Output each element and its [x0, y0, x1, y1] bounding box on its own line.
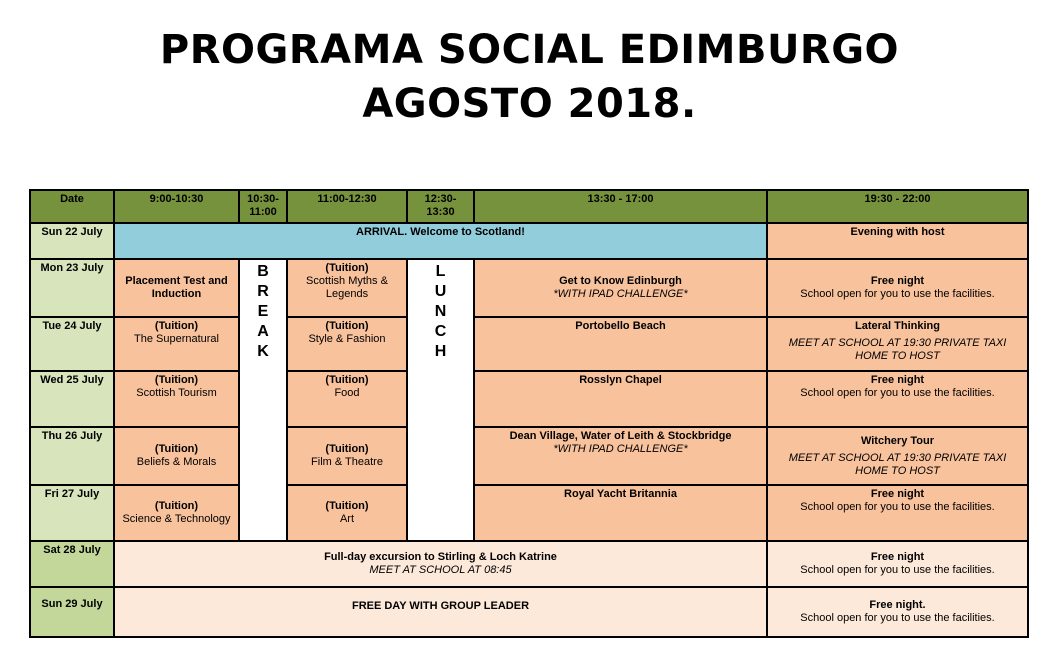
lunch-letter: H: [434, 343, 447, 360]
schedule-table: [29, 189, 1029, 638]
table-row: [30, 485, 1028, 541]
lunch-column: [407, 259, 474, 541]
tuition-tag: (Tuition): [325, 443, 369, 455]
evening-note: School open for you to use the facilities.: [800, 564, 995, 576]
lunch-letter: C: [434, 323, 447, 340]
tuition-topic: Scottish Myths & Legends: [306, 275, 388, 300]
full-day-cell: [114, 587, 767, 637]
evening-cell: [767, 223, 1028, 259]
header-slot-3: 11:00-12:30: [287, 190, 407, 223]
tuition-topic: Scottish Tourism: [136, 387, 217, 399]
evening-title: Evening with host: [850, 226, 945, 238]
header-date: Date: [30, 190, 114, 223]
table-row: [30, 317, 1028, 371]
lunch-letter: L: [435, 263, 446, 280]
afternoon-cell: [474, 317, 767, 371]
date-cell: Mon 23 July: [30, 259, 114, 317]
afternoon-title: Royal Yacht Britannia: [564, 488, 677, 500]
header-slot-5: 13:30 - 17:00: [474, 190, 767, 223]
evening-cell: [767, 259, 1028, 317]
afternoon-title: Dean Village, Water of Leith & Stockbridge: [509, 430, 732, 442]
evening-cell: [767, 371, 1028, 427]
break-column: [239, 259, 287, 541]
tuition-topic: Art: [339, 513, 355, 525]
morning-1-cell: [114, 485, 239, 541]
header-row: [30, 190, 1028, 223]
table-row: [30, 259, 1028, 317]
tuition-topic: Style & Fashion: [308, 333, 386, 345]
afternoon-cell: [474, 259, 767, 317]
evening-title: Free night: [870, 551, 925, 563]
page-title: PROGRAMA SOCIAL EDIMBURGO: [159, 27, 900, 73]
break-letter: A: [257, 323, 269, 340]
full-day-title: FREE DAY WITH GROUP LEADER: [351, 600, 530, 612]
tuition-tag: (Tuition): [325, 500, 369, 512]
morning-1-title: Placement Test and Induction: [125, 275, 228, 300]
morning-2-cell: [287, 259, 407, 317]
tuition-tag: (Tuition): [154, 500, 199, 512]
tuition-topic: Film & Theatre: [311, 456, 383, 468]
table-row: [30, 223, 1028, 259]
afternoon-cell: [474, 485, 767, 541]
morning-2-cell: [287, 317, 407, 371]
evening-note: School open for you to use the facilities.: [800, 612, 995, 624]
evening-note: MEET AT SCHOOL AT 19:30 PRIVATE TAXI HOME TO HOST: [788, 337, 1007, 362]
tuition-topic: The Supernatural: [134, 333, 219, 345]
date-cell: Sun 29 July: [30, 587, 114, 637]
full-day-note: MEET AT SCHOOL AT 08:45: [369, 564, 512, 576]
date-cell: Wed 25 July: [30, 371, 114, 427]
table-row: [30, 587, 1028, 637]
afternoon-title: Portobello Beach: [575, 320, 666, 332]
morning-2-cell: [287, 485, 407, 541]
evening-title: Free night: [870, 275, 925, 287]
evening-title: Free night.: [869, 599, 926, 611]
tuition-tag: (Tuition): [325, 262, 369, 274]
afternoon-title: Rosslyn Chapel: [579, 374, 662, 386]
afternoon-cell: [474, 371, 767, 427]
tuition-tag: (Tuition): [325, 320, 369, 332]
date-cell: Thu 26 July: [30, 427, 114, 485]
tuition-topic: Beliefs & Morals: [136, 456, 217, 468]
morning-1-cell: [114, 427, 239, 485]
tuition-tag: (Tuition): [154, 374, 199, 386]
evening-title: Free night: [870, 488, 925, 500]
tuition-tag: (Tuition): [325, 374, 369, 386]
evening-title: Free night: [870, 374, 925, 386]
evening-note: School open for you to use the facilities.: [800, 501, 995, 513]
evening-note: School open for you to use the facilities.: [800, 288, 995, 300]
date-cell: Fri 27 July: [30, 485, 114, 541]
evening-cell: [767, 541, 1028, 587]
evening-title: Witchery Tour: [860, 434, 935, 447]
tuition-tag: (Tuition): [154, 320, 199, 332]
break-letter: B: [257, 263, 269, 280]
afternoon-note: *WITH IPAD CHALLENGE*: [553, 443, 688, 455]
header-slot-6: 19:30 - 22:00: [767, 190, 1028, 223]
afternoon-title: Get to Know Edinburgh: [559, 275, 682, 287]
morning-2-cell: [287, 427, 407, 485]
date-cell: Tue 24 July: [30, 317, 114, 371]
morning-1-cell: [114, 371, 239, 427]
date-cell: Sat 28 July: [30, 541, 114, 587]
arrival-cell: ARRIVAL. Welcome to Scotland!: [114, 223, 767, 259]
evening-title: Lateral Thinking: [855, 320, 940, 332]
break-letter: K: [257, 343, 269, 360]
header-slot-2: 10:30-11:00: [239, 190, 287, 223]
header-slot-1: 9:00-10:30: [114, 190, 239, 223]
table-row: [30, 371, 1028, 427]
break-letter: E: [257, 303, 269, 320]
full-day-title: Full-day excursion to Stirling & Loch Katrine: [324, 551, 557, 563]
tuition-topic: Science & Technology: [122, 513, 231, 525]
full-day-cell: [114, 541, 767, 587]
tuition-topic: Food: [334, 387, 360, 399]
table-row: [30, 427, 1028, 485]
morning-1-cell: [114, 317, 239, 371]
break-letter: R: [257, 283, 269, 300]
header-slot-4: 12:30-13:30: [407, 190, 474, 223]
table-row: [30, 541, 1028, 587]
evening-note: MEET AT SCHOOL AT 19:30 PRIVATE TAXI HOME TO HOST: [788, 451, 1007, 477]
evening-cell: [767, 317, 1028, 371]
lunch-letter: N: [434, 303, 447, 320]
tuition-tag: (Tuition): [154, 443, 199, 455]
lunch-letter: U: [434, 283, 447, 300]
evening-cell: [767, 485, 1028, 541]
evening-note: School open for you to use the facilities.: [800, 387, 995, 399]
morning-1-cell: [114, 259, 239, 317]
evening-cell: [767, 587, 1028, 637]
afternoon-note: *WITH IPAD CHALLENGE*: [553, 288, 688, 300]
evening-cell: [767, 427, 1028, 485]
morning-2-cell: [287, 371, 407, 427]
page-subtitle: AGOSTO 2018.: [362, 81, 697, 127]
afternoon-cell: [474, 427, 767, 485]
date-cell: Sun 22 July: [30, 223, 114, 259]
